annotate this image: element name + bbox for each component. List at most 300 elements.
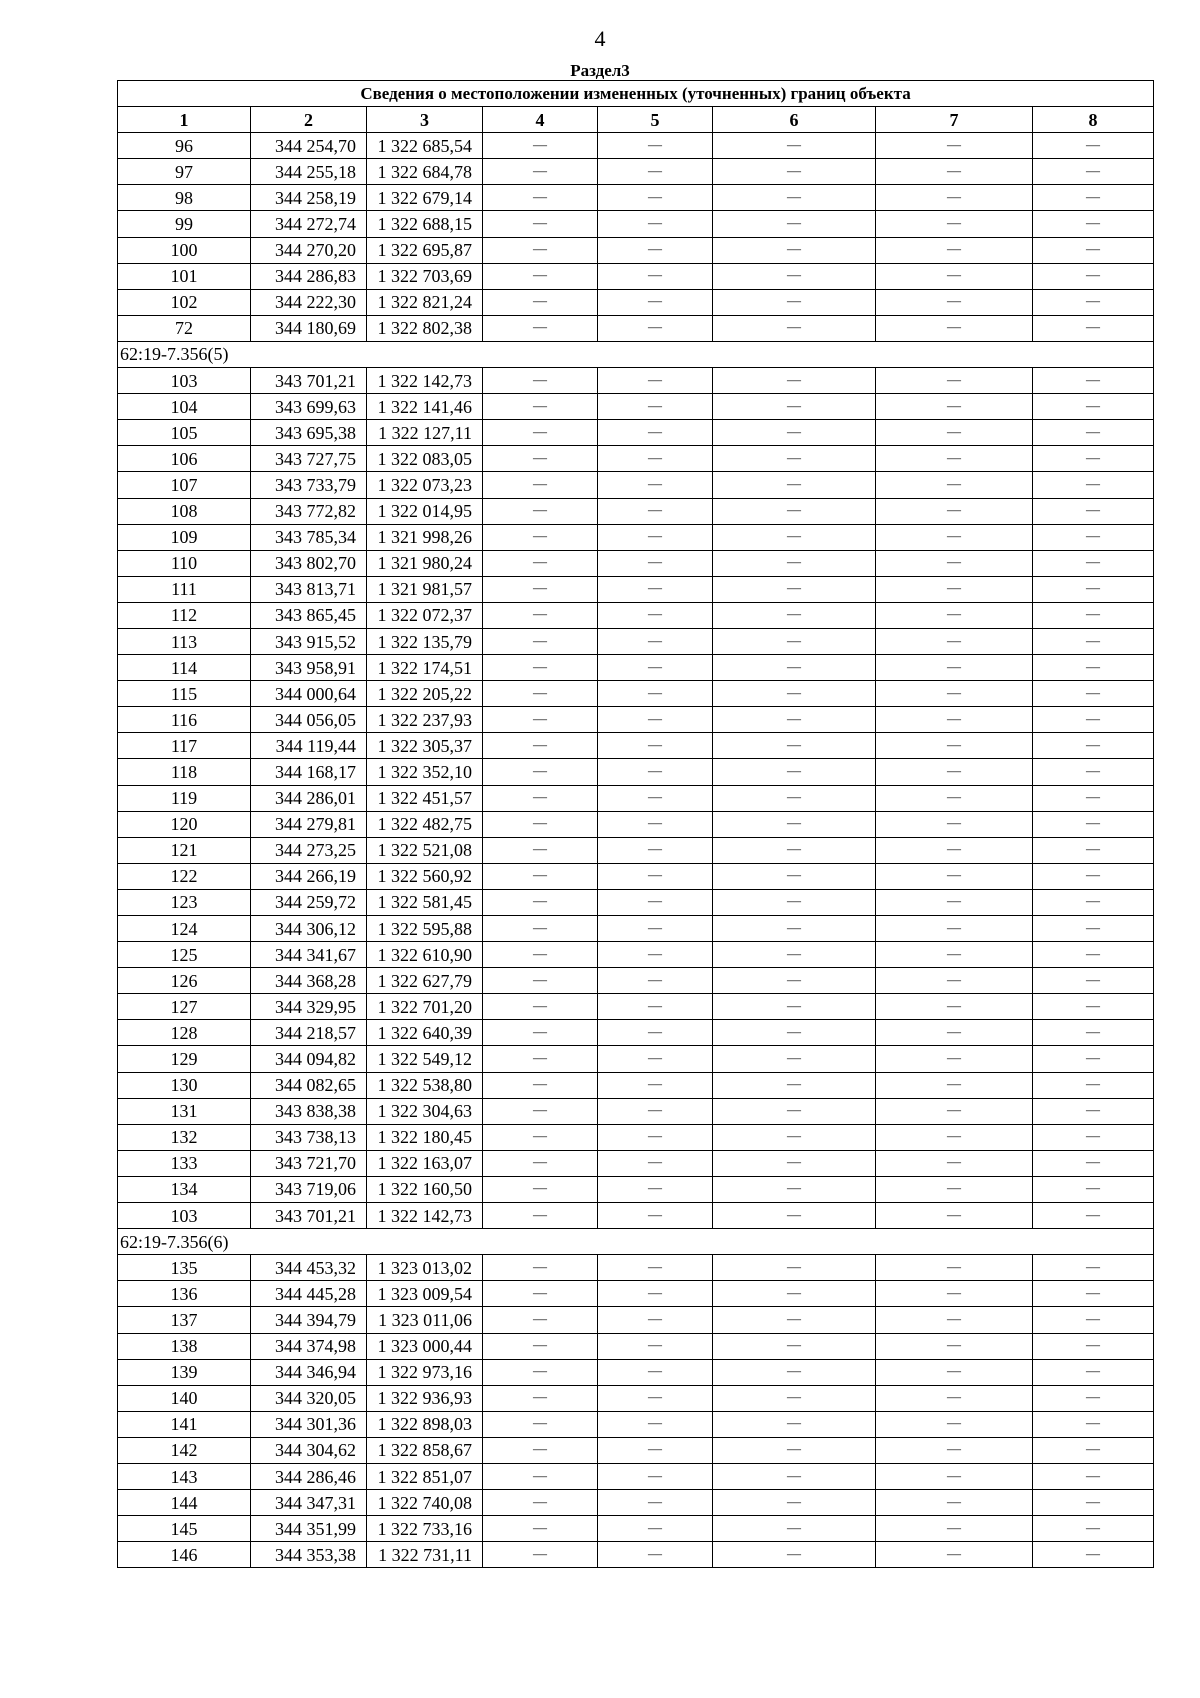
column-4-dash: — (483, 1307, 598, 1333)
coordinate-x: 344 286,83 (251, 263, 367, 289)
point-number: 112 (118, 602, 251, 628)
table-row (118, 1437, 1154, 1463)
column-5-dash: — (598, 1333, 713, 1359)
coordinate-y: 1 322 072,37 (367, 602, 483, 628)
coordinate-x: 344 094,82 (251, 1046, 367, 1072)
coordinate-x: 344 270,20 (251, 237, 367, 263)
table-row (118, 394, 1154, 420)
table-row (118, 498, 1154, 524)
coordinate-y: 1 322 521,08 (367, 837, 483, 863)
column-4-dash: — (483, 159, 598, 185)
table-row (118, 1359, 1154, 1385)
table-row (118, 1516, 1154, 1542)
column-7-dash: — (876, 1255, 1033, 1281)
column-5-dash: — (598, 1281, 713, 1307)
coordinate-y: 1 322 851,07 (367, 1463, 483, 1489)
coordinate-x: 344 222,30 (251, 289, 367, 315)
column-5-dash: — (598, 159, 713, 185)
column-5-dash: — (598, 263, 713, 289)
column-7-dash: — (876, 811, 1033, 837)
column-6-dash: — (713, 1281, 876, 1307)
coordinate-y: 1 322 898,03 (367, 1411, 483, 1437)
column-8-dash: — (1033, 1490, 1154, 1516)
column-8-dash: — (1033, 1072, 1154, 1098)
column-8-dash: — (1033, 1333, 1154, 1359)
column-8-dash: — (1033, 1411, 1154, 1437)
column-4-dash: — (483, 759, 598, 785)
column-5-dash: — (598, 733, 713, 759)
group-header-row (118, 1229, 1154, 1255)
column-6-dash: — (713, 1255, 876, 1281)
point-number: 109 (118, 524, 251, 550)
column-7-dash: — (876, 315, 1033, 341)
column-7-dash: — (876, 759, 1033, 785)
column-5-dash: — (598, 837, 713, 863)
table-row (118, 968, 1154, 994)
table-row (118, 159, 1154, 185)
column-5-dash: — (598, 211, 713, 237)
point-number: 138 (118, 1333, 251, 1359)
point-number: 117 (118, 733, 251, 759)
column-6-dash: — (713, 1098, 876, 1124)
column-4-dash: — (483, 602, 598, 628)
point-number: 103 (118, 1203, 251, 1229)
column-5-dash: — (598, 863, 713, 889)
column-6-dash: — (713, 994, 876, 1020)
column-8-dash: — (1033, 1281, 1154, 1307)
coordinate-x: 343 701,21 (251, 1203, 367, 1229)
column-4-dash: — (483, 1255, 598, 1281)
coordinate-x: 343 719,06 (251, 1176, 367, 1202)
column-4-dash: — (483, 185, 598, 211)
coordinate-x: 344 286,46 (251, 1463, 367, 1489)
coordinate-y: 1 322 802,38 (367, 315, 483, 341)
column-6-dash: — (713, 394, 876, 420)
column-6-dash: — (713, 159, 876, 185)
coordinate-x: 343 915,52 (251, 628, 367, 654)
column-6-dash: — (713, 1124, 876, 1150)
table-row (118, 942, 1154, 968)
column-4-dash: — (483, 1542, 598, 1568)
column-7-dash: — (876, 1359, 1033, 1385)
point-number: 125 (118, 942, 251, 968)
coordinate-y: 1 322 352,10 (367, 759, 483, 785)
column-6-dash: — (713, 1385, 876, 1411)
point-number: 120 (118, 811, 251, 837)
coordinate-y: 1 322 135,79 (367, 628, 483, 654)
column-header-5: 5 (598, 107, 713, 133)
column-6-dash: — (713, 1490, 876, 1516)
coordinate-y: 1 322 538,80 (367, 1072, 483, 1098)
coordinate-x: 344 301,36 (251, 1411, 367, 1437)
point-number: 119 (118, 785, 251, 811)
column-8-dash: — (1033, 602, 1154, 628)
column-7-dash: — (876, 1333, 1033, 1359)
column-4-dash: — (483, 472, 598, 498)
table-row (118, 289, 1154, 315)
column-6-dash: — (713, 837, 876, 863)
table-row (118, 576, 1154, 602)
coordinate-x: 344 168,17 (251, 759, 367, 785)
point-number: 121 (118, 837, 251, 863)
column-5-dash: — (598, 576, 713, 602)
column-4-dash: — (483, 1333, 598, 1359)
coordinate-y: 1 322 740,08 (367, 1490, 483, 1516)
table-row (118, 368, 1154, 394)
column-5-dash: — (598, 1307, 713, 1333)
column-4-dash: — (483, 916, 598, 942)
column-4-dash: — (483, 733, 598, 759)
table-row (118, 1411, 1154, 1437)
column-7-dash: — (876, 968, 1033, 994)
coordinate-y: 1 322 610,90 (367, 942, 483, 968)
table-caption-row (118, 81, 1154, 107)
column-6-dash: — (713, 916, 876, 942)
column-8-dash: — (1033, 159, 1154, 185)
coordinate-y: 1 322 640,39 (367, 1020, 483, 1046)
column-5-dash: — (598, 707, 713, 733)
column-8-dash: — (1033, 811, 1154, 837)
table-row (118, 1281, 1154, 1307)
column-7-dash: — (876, 916, 1033, 942)
coordinate-y: 1 323 011,06 (367, 1307, 483, 1333)
column-5-dash: — (598, 655, 713, 681)
coordinate-x: 344 272,74 (251, 211, 367, 237)
column-6-dash: — (713, 446, 876, 472)
coordinate-x: 344 394,79 (251, 1307, 367, 1333)
column-5-dash: — (598, 994, 713, 1020)
coordinate-x: 344 453,32 (251, 1255, 367, 1281)
column-7-dash: — (876, 289, 1033, 315)
coordinate-y: 1 322 581,45 (367, 889, 483, 915)
point-number: 72 (118, 315, 251, 341)
column-8-dash: — (1033, 889, 1154, 915)
column-4-dash: — (483, 368, 598, 394)
coordinate-x: 343 701,21 (251, 368, 367, 394)
point-number: 104 (118, 394, 251, 420)
column-6-dash: — (713, 289, 876, 315)
point-number: 98 (118, 185, 251, 211)
column-8-dash: — (1033, 994, 1154, 1020)
point-number: 115 (118, 681, 251, 707)
column-8-dash: — (1033, 1385, 1154, 1411)
table-row (118, 628, 1154, 654)
coordinate-x: 344 254,70 (251, 133, 367, 159)
coordinate-x: 343 838,38 (251, 1098, 367, 1124)
point-number: 111 (118, 576, 251, 602)
point-number: 103 (118, 368, 251, 394)
coordinate-y: 1 322 205,22 (367, 681, 483, 707)
column-6-dash: — (713, 498, 876, 524)
table-row (118, 446, 1154, 472)
point-number: 118 (118, 759, 251, 785)
coordinate-x: 344 000,64 (251, 681, 367, 707)
column-5-dash: — (598, 1203, 713, 1229)
column-8-dash: — (1033, 1020, 1154, 1046)
point-number: 133 (118, 1150, 251, 1176)
point-number: 145 (118, 1516, 251, 1542)
table-row (118, 472, 1154, 498)
table-caption: Сведения о местоположении измененных (уточненных) границ объекта (118, 81, 1154, 107)
column-5-dash: — (598, 628, 713, 654)
coordinate-y: 1 322 560,92 (367, 863, 483, 889)
table-row (118, 1072, 1154, 1098)
table-row (118, 707, 1154, 733)
coordinate-y: 1 322 083,05 (367, 446, 483, 472)
coordinate-x: 344 273,25 (251, 837, 367, 863)
column-6-dash: — (713, 1463, 876, 1489)
coordinate-y: 1 322 160,50 (367, 1176, 483, 1202)
column-5-dash: — (598, 446, 713, 472)
column-7-dash: — (876, 133, 1033, 159)
coordinate-y: 1 322 595,88 (367, 916, 483, 942)
coordinate-x: 344 351,99 (251, 1516, 367, 1542)
column-7-dash: — (876, 1124, 1033, 1150)
column-7-dash: — (876, 681, 1033, 707)
column-7-dash: — (876, 628, 1033, 654)
coordinate-y: 1 322 679,14 (367, 185, 483, 211)
column-4-dash: — (483, 681, 598, 707)
column-4-dash: — (483, 133, 598, 159)
point-number: 134 (118, 1176, 251, 1202)
column-6-dash: — (713, 133, 876, 159)
table-row (118, 1020, 1154, 1046)
coordinate-x: 344 286,01 (251, 785, 367, 811)
column-7-dash: — (876, 446, 1033, 472)
column-6-dash: — (713, 733, 876, 759)
column-8-dash: — (1033, 1098, 1154, 1124)
column-5-dash: — (598, 133, 713, 159)
column-6-dash: — (713, 472, 876, 498)
column-7-dash: — (876, 655, 1033, 681)
column-5-dash: — (598, 1463, 713, 1489)
column-7-dash: — (876, 602, 1033, 628)
column-8-dash: — (1033, 655, 1154, 681)
column-8-dash: — (1033, 498, 1154, 524)
table-row (118, 1203, 1154, 1229)
coordinate-x: 344 346,94 (251, 1359, 367, 1385)
column-8-dash: — (1033, 759, 1154, 785)
column-5-dash: — (598, 1516, 713, 1542)
coordinate-x: 344 445,28 (251, 1281, 367, 1307)
column-5-dash: — (598, 1098, 713, 1124)
column-4-dash: — (483, 863, 598, 889)
column-4-dash: — (483, 1437, 598, 1463)
table-row (118, 1463, 1154, 1489)
column-5-dash: — (598, 681, 713, 707)
point-number: 124 (118, 916, 251, 942)
column-8-dash: — (1033, 1255, 1154, 1281)
column-4-dash: — (483, 1490, 598, 1516)
point-number: 97 (118, 159, 251, 185)
column-7-dash: — (876, 1046, 1033, 1072)
column-6-dash: — (713, 1333, 876, 1359)
point-number: 114 (118, 655, 251, 681)
column-6-dash: — (713, 420, 876, 446)
column-7-dash: — (876, 1463, 1033, 1489)
column-header-6: 6 (713, 107, 876, 133)
column-6-dash: — (713, 1046, 876, 1072)
coordinate-y: 1 322 127,11 (367, 420, 483, 446)
coordinate-x: 343 958,91 (251, 655, 367, 681)
table-row (118, 1098, 1154, 1124)
coordinate-x: 343 733,79 (251, 472, 367, 498)
point-number: 142 (118, 1437, 251, 1463)
point-number: 131 (118, 1098, 251, 1124)
column-8-dash: — (1033, 550, 1154, 576)
coordinate-x: 344 353,38 (251, 1542, 367, 1568)
column-6-dash: — (713, 1359, 876, 1385)
column-6-dash: — (713, 759, 876, 785)
column-header-4: 4 (483, 107, 598, 133)
column-8-dash: — (1033, 785, 1154, 811)
coordinate-x: 344 341,67 (251, 942, 367, 968)
table-row (118, 681, 1154, 707)
column-8-dash: — (1033, 942, 1154, 968)
point-number: 129 (118, 1046, 251, 1072)
column-4-dash: — (483, 550, 598, 576)
column-4-dash: — (483, 837, 598, 863)
table-row (118, 211, 1154, 237)
coordinate-y: 1 322 973,16 (367, 1359, 483, 1385)
column-6-dash: — (713, 185, 876, 211)
coordinate-y: 1 322 733,16 (367, 1516, 483, 1542)
column-4-dash: — (483, 1098, 598, 1124)
column-5-dash: — (598, 1437, 713, 1463)
coordinate-y: 1 322 237,93 (367, 707, 483, 733)
point-number: 139 (118, 1359, 251, 1385)
column-4-dash: — (483, 1046, 598, 1072)
table-row (118, 133, 1154, 159)
column-5-dash: — (598, 1411, 713, 1437)
coordinate-y: 1 322 549,12 (367, 1046, 483, 1072)
column-7-dash: — (876, 733, 1033, 759)
column-7-dash: — (876, 707, 1033, 733)
point-number: 143 (118, 1463, 251, 1489)
coordinate-x: 344 266,19 (251, 863, 367, 889)
column-4-dash: — (483, 889, 598, 915)
column-5-dash: — (598, 289, 713, 315)
column-6-dash: — (713, 1150, 876, 1176)
column-5-dash: — (598, 368, 713, 394)
coordinate-y: 1 322 627,79 (367, 968, 483, 994)
coordinate-y: 1 322 073,23 (367, 472, 483, 498)
coordinate-y: 1 322 142,73 (367, 368, 483, 394)
column-5-dash: — (598, 1046, 713, 1072)
column-7-dash: — (876, 472, 1033, 498)
column-7-dash: — (876, 185, 1033, 211)
coordinate-y: 1 322 821,24 (367, 289, 483, 315)
column-5-dash: — (598, 1359, 713, 1385)
coordinate-y: 1 322 685,54 (367, 133, 483, 159)
column-8-dash: — (1033, 733, 1154, 759)
column-7-dash: — (876, 1072, 1033, 1098)
column-7-dash: — (876, 1203, 1033, 1229)
column-8-dash: — (1033, 133, 1154, 159)
column-7-dash: — (876, 1098, 1033, 1124)
column-8-dash: — (1033, 185, 1154, 211)
column-7-dash: — (876, 1150, 1033, 1176)
parcel-group-label: 62:19-7.356(6) (118, 1229, 1154, 1255)
column-6-dash: — (713, 1020, 876, 1046)
column-6-dash: — (713, 1176, 876, 1202)
column-8-dash: — (1033, 1437, 1154, 1463)
column-8-dash: — (1033, 968, 1154, 994)
point-number: 137 (118, 1307, 251, 1333)
column-4-dash: — (483, 1359, 598, 1385)
column-header-2: 2 (251, 107, 367, 133)
column-5-dash: — (598, 1385, 713, 1411)
column-5-dash: — (598, 498, 713, 524)
column-8-dash: — (1033, 524, 1154, 550)
coordinate-x: 344 258,19 (251, 185, 367, 211)
column-4-dash: — (483, 1516, 598, 1542)
coordinate-y: 1 322 684,78 (367, 159, 483, 185)
column-8-dash: — (1033, 1542, 1154, 1568)
table-row (118, 655, 1154, 681)
column-header-row (118, 107, 1154, 133)
column-4-dash: — (483, 211, 598, 237)
column-4-dash: — (483, 263, 598, 289)
table-body (118, 133, 1154, 1568)
point-number: 140 (118, 1385, 251, 1411)
column-4-dash: — (483, 1072, 598, 1098)
column-4-dash: — (483, 1124, 598, 1150)
coordinate-x: 344 329,95 (251, 994, 367, 1020)
column-5-dash: — (598, 602, 713, 628)
column-6-dash: — (713, 707, 876, 733)
table-row (118, 1333, 1154, 1359)
coordinate-x: 344 279,81 (251, 811, 367, 837)
point-number: 130 (118, 1072, 251, 1098)
column-4-dash: — (483, 289, 598, 315)
column-5-dash: — (598, 420, 713, 446)
group-header-row (118, 341, 1154, 367)
column-6-dash: — (713, 785, 876, 811)
coordinate-y: 1 322 688,15 (367, 211, 483, 237)
column-6-dash: — (713, 811, 876, 837)
table-row (118, 1150, 1154, 1176)
table-row (118, 550, 1154, 576)
column-5-dash: — (598, 1255, 713, 1281)
point-number: 123 (118, 889, 251, 915)
column-8-dash: — (1033, 1046, 1154, 1072)
column-6-dash: — (713, 655, 876, 681)
column-4-dash: — (483, 1020, 598, 1046)
table-row (118, 420, 1154, 446)
table-row (118, 916, 1154, 942)
column-4-dash: — (483, 994, 598, 1020)
table-row (118, 759, 1154, 785)
table-row (118, 1490, 1154, 1516)
column-7-dash: — (876, 394, 1033, 420)
table-row (118, 811, 1154, 837)
column-4-dash: — (483, 237, 598, 263)
coordinate-x: 343 738,13 (251, 1124, 367, 1150)
column-8-dash: — (1033, 315, 1154, 341)
column-5-dash: — (598, 968, 713, 994)
column-8-dash: — (1033, 863, 1154, 889)
column-8-dash: — (1033, 394, 1154, 420)
boundary-coordinates-table (117, 80, 1154, 1568)
coordinate-x: 344 119,44 (251, 733, 367, 759)
column-5-dash: — (598, 785, 713, 811)
column-8-dash: — (1033, 263, 1154, 289)
column-4-dash: — (483, 1176, 598, 1202)
column-6-dash: — (713, 628, 876, 654)
column-8-dash: — (1033, 1516, 1154, 1542)
point-number: 126 (118, 968, 251, 994)
